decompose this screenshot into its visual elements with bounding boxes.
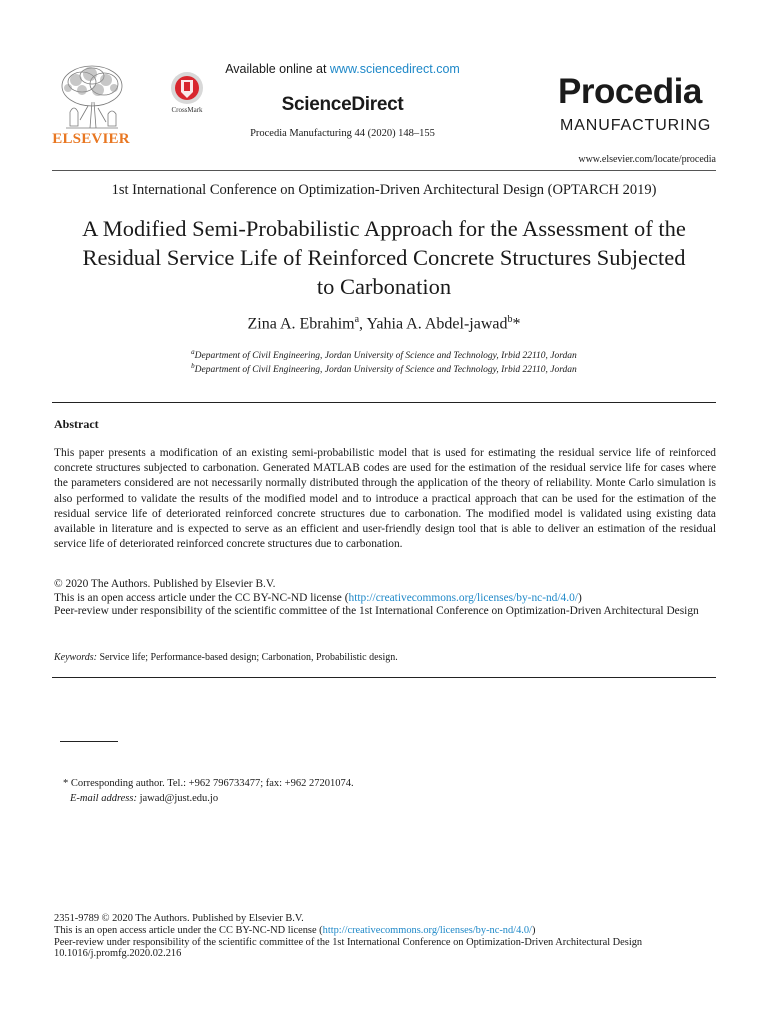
procedia-wordmark: Procedia — [558, 72, 702, 111]
copyright-line: © 2020 The Authors. Published by Elsevier B.V. — [54, 578, 276, 590]
procedia-url[interactable]: www.elsevier.com/locate/procedia — [578, 154, 716, 165]
keywords-list: Service life; Performance-based design; Carbonation, Probabilistic design. — [96, 652, 398, 663]
elsevier-wordmark: ELSEVIER — [52, 131, 130, 147]
corresponding-marker: * — [512, 315, 521, 333]
email-address[interactable]: jawad@just.edu.jo — [136, 793, 219, 804]
email-note — [70, 793, 218, 804]
crossmark-badge[interactable] — [168, 70, 206, 118]
license-prefix: This is an open access article under the CC BY-NC-ND license ( — [54, 591, 349, 604]
crossmark-label: CrossMark — [171, 106, 203, 114]
procedia-subtitle: MANUFACTURING — [560, 117, 712, 134]
license-prefix: This is an open access article under the CC BY-NC-ND license ( — [54, 924, 323, 936]
title-line: A Modified Semi-Probabilistic Approach for the Assessment of the — [82, 216, 686, 241]
license-suffix: ) — [531, 924, 536, 936]
author-name: Zina A. Ebrahim — [247, 315, 355, 333]
email-label: E-mail address: — [70, 793, 137, 804]
affiliation-text: Department of Civil Engineering, Jordan University of Science and Technology, Irbid 22110, Jordan — [194, 365, 577, 376]
bottom-metadata — [54, 913, 734, 960]
footnote-rule — [60, 741, 118, 742]
affiliation-marker: a — [191, 348, 195, 356]
abstract-bottom-rule — [52, 677, 716, 678]
journal-reference: Procedia Manufacturing 44 (2020) 148–155 — [250, 128, 435, 139]
corresponding-author-note: * Corresponding author. Tel.: +962 796733477; fax: +962 27201074. — [63, 778, 354, 789]
available-online — [210, 62, 475, 76]
title-line: Residual Service Life of Reinforced Concrete Structures Subjected — [82, 245, 686, 270]
abstract-heading: Abstract — [54, 417, 99, 431]
sciencedirect-wordmark: ScienceDirect — [281, 94, 404, 115]
keywords-label: Keywords: — [54, 652, 97, 663]
affiliation-marker: b — [191, 362, 195, 370]
license-line — [54, 592, 716, 606]
affiliation-marker: b — [507, 314, 513, 325]
copyright-block — [54, 578, 716, 619]
title-line: to Carbonation — [316, 274, 452, 299]
license-link[interactable]: http://creativecommons.org/licenses/by-nc-nd/4.0/ — [348, 591, 578, 604]
sciencedirect-link[interactable]: www.sciencedirect.com — [329, 62, 460, 76]
abstract-body: This paper presents a modification of an existing semi-probabilistic model that is used for estimating the residual service life of reinforced concrete structures subjected to carbonation. Generated MATLAB codes are used for the estimation of the residual service life for cases where the parameters considered are not necessarily normally distributed through the application of the theory of reliability. Monte Carlo simulation is also performed to validate the results of the modified model and to introduce a practical approach that can be used for the estimation of the residual service life of deteriorated reinforced concrete structures due to carbonation. The modified model is validated using existing data available in literature and is expected to serve as an efficient and user-friendly design tool that is able to deliver an estimation of the residual service life of deteriorated reinforced concrete structures due to carbonation. — [54, 447, 716, 551]
header-divider — [52, 170, 716, 171]
abstract-top-rule — [52, 402, 716, 403]
doi-line[interactable]: 10.1016/j.promfg.2020.02.216 — [54, 948, 182, 960]
paper-title — [52, 214, 716, 301]
affiliation-text: Department of Civil Engineering, Jordan University of Science and Technology, Irbid 22110, Jordan — [194, 351, 577, 362]
bottom-license-line — [54, 925, 734, 937]
crossmark-icon — [168, 70, 206, 106]
affiliation-a — [52, 348, 716, 361]
affiliation-marker: a — [354, 314, 360, 325]
bottom-peer-review-line: Peer-review under responsibility of the scientific committee of the 1st International Conference on Optimization-Driven Architectural Design — [54, 936, 643, 948]
peer-review-line: Peer-review under responsibility of the scientific committee of the 1st International Conference on Optimization-Driven Architectural Design — [54, 605, 699, 618]
available-prefix: Available online at — [225, 62, 330, 76]
license-suffix: ) — [577, 591, 582, 604]
affiliation-b — [52, 362, 716, 375]
keywords — [54, 652, 716, 663]
bottom-license-link[interactable]: http://creativecommons.org/licenses/by-nc-nd/4.0/ — [322, 924, 532, 936]
author-name: Yahia A. Abdel-jawad — [366, 315, 508, 333]
issn-line: 2351-9789 © 2020 The Authors. Published by Elsevier B.V. — [54, 913, 304, 924]
author-separator: , — [359, 315, 367, 333]
conference-name: 1st International Conference on Optimization-Driven Architectural Design (OPTARCH 2019) — [111, 182, 657, 198]
author-list — [52, 314, 716, 333]
